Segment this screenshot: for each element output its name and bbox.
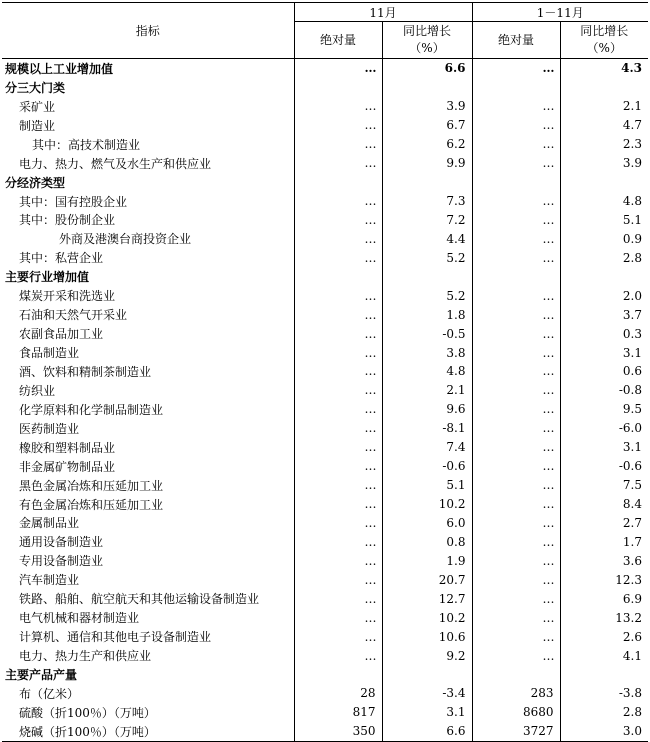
ytd-yoy-cell [560,267,648,286]
ytd-yoy-cell: 12.3 [560,570,648,589]
month-absolute-cell: … [294,476,382,495]
month-absolute-cell: … [294,646,382,665]
ytd-yoy-cell [560,78,648,97]
ytd-header: 1－11月 [472,3,648,22]
table-row [2,419,648,438]
month-absolute-cell: 350 [294,722,382,741]
ytd-absolute-cell: … [472,457,560,476]
row-label: 电气机械和器材制造业 [19,611,140,626]
month-absolute-cell: … [294,627,382,646]
month-yoy-cell: 9.2 [382,646,472,665]
month-yoy-cell: -0.5 [382,324,472,343]
table-row [2,116,648,135]
yoy-label-line2: （%） [586,41,622,55]
month-absolute-cell: … [294,608,382,627]
table-row [2,608,648,627]
ytd-absolute-cell: … [472,343,560,362]
ytd-yoy-cell: 0.6 [560,362,648,381]
ytd-absolute-cell: … [472,211,560,230]
month-yoy-cell: 10.6 [382,627,472,646]
month-yoy-cell: 5.2 [382,248,472,267]
ytd-yoy-cell: 13.2 [560,608,648,627]
ytd-yoy-cell: 1.7 [560,532,648,551]
month-yoy-cell: 5.2 [382,286,472,305]
ytd-yoy-cell: 0.3 [560,324,648,343]
month-yoy-cell: 9.6 [382,400,472,419]
month-absolute-cell: … [294,135,382,154]
table-row [2,192,648,211]
month-yoy-cell: 0.8 [382,532,472,551]
ytd-yoy-cell: -6.0 [560,419,648,438]
month-absolute-cell: … [294,532,382,551]
month-yoy-cell: 6.7 [382,116,472,135]
month-yoy-cell: 10.2 [382,495,472,514]
row-label: 电力、热力、燃气及水生产和供应业 [19,156,212,171]
ytd-yoy-cell: 2.3 [560,135,648,154]
ytd-yoy-cell: 0.9 [560,229,648,248]
ytd-absolute-cell: 8680 [472,703,560,722]
ytd-yoy-cell: -3.8 [560,684,648,703]
month-absolute-cell: … [294,457,382,476]
ytd-yoy-cell: 2.8 [560,703,648,722]
ytd-yoy-cell: 3.1 [560,343,648,362]
month-yoy-cell: 3.9 [382,97,472,116]
row-label: 其中：高技术制造业 [32,137,141,152]
ytd-absolute-cell: … [472,419,560,438]
row-label: 烧碱（折100％）（万吨） [2,722,294,741]
month-absolute-cell: … [294,551,382,570]
month-absolute-cell: … [294,570,382,589]
month-yoy-cell: -8.1 [382,419,472,438]
ytd-yoy-cell: 3.7 [560,305,648,324]
month-absolute-cell: … [294,381,382,400]
ytd-yoy-header [560,22,648,59]
ytd-absolute-cell: … [472,362,560,381]
ytd-absolute-cell: … [472,286,560,305]
table-row [2,722,648,741]
month-absolute-cell: … [294,286,382,305]
row-label: 布（亿米） [19,686,80,701]
month-yoy-cell [382,267,472,286]
row-label: 通用设备制造业 [19,535,104,550]
row-label: 有色金属冶炼和压延加工业 [19,497,164,512]
ytd-absolute-cell: … [472,229,560,248]
row-label: 煤炭开采和洗选业 [19,289,116,304]
row-label: 主要行业增加值 [5,270,90,285]
row-label: 硫酸（折100％）（万吨） [19,705,156,720]
table-row [2,514,648,533]
row-label: 黑色金属冶炼和压延加工业 [19,478,164,493]
ytd-yoy-cell: 3.9 [560,154,648,173]
ytd-absolute-cell: … [472,646,560,665]
table-row [2,59,648,78]
table-row [2,438,648,457]
ytd-absolute-cell [472,173,560,192]
month-yoy-cell: 7.3 [382,192,472,211]
yoy-label-line2: （%） [409,41,445,55]
ytd-absolute-cell: 283 [472,684,560,703]
table-row [2,286,648,305]
month-absolute-cell: … [294,248,382,267]
row-label: 电力、热力生产和供应业 [19,649,152,664]
month-yoy-cell: 6.0 [382,514,472,533]
ytd-absolute-cell [472,665,560,684]
month-absolute-cell: … [294,59,382,78]
table-row [2,324,648,343]
yoy-label-line1: 同比增长 [402,24,451,38]
month-yoy-cell: 6.2 [382,135,472,154]
table-row [2,646,648,665]
row-label: 医药制造业 [19,421,80,436]
ytd-absolute-cell [472,78,560,97]
table-row [2,211,648,230]
industrial-stats-table [2,2,648,742]
row-label: 分三大门类 [5,80,66,95]
month-yoy-cell: 7.4 [382,438,472,457]
ytd-absolute-cell: … [472,438,560,457]
ytd-absolute-cell: … [472,59,560,78]
month-absolute-cell [294,665,382,684]
month-absolute-cell: … [294,419,382,438]
row-label: 外商及港澳台商投资企业 [59,232,192,247]
ytd-yoy-cell: 5.1 [560,211,648,230]
table-row [2,343,648,362]
table-row [2,135,648,154]
month-yoy-cell: 5.1 [382,476,472,495]
table-row [2,381,648,400]
month-yoy-cell: 6.6 [382,722,472,741]
month-absolute-cell [294,267,382,286]
ytd-absolute-cell: … [472,608,560,627]
month-absolute-cell: … [294,495,382,514]
ytd-yoy-cell: 9.5 [560,400,648,419]
row-label: 橡胶和塑料制品业 [19,440,116,455]
row-label: 采矿业 [19,99,56,114]
ytd-absolute-cell: … [472,627,560,646]
ytd-absolute-header: 绝对量 [472,22,560,59]
ytd-yoy-cell: 2.7 [560,514,648,533]
ytd-absolute-cell: … [472,551,560,570]
table-row [2,627,648,646]
month-yoy-cell: 20.7 [382,570,472,589]
month-yoy-cell: 12.7 [382,589,472,608]
month-yoy-cell: 4.8 [382,362,472,381]
month-absolute-cell: … [294,343,382,362]
month-yoy-cell: 3.1 [382,703,472,722]
row-label: 计算机、通信和其他电子设备制造业 [19,630,212,645]
month-absolute-cell [294,78,382,97]
table-row [2,551,648,570]
ytd-absolute-cell: … [472,400,560,419]
ytd-absolute-cell: … [472,97,560,116]
ytd-yoy-cell: -0.6 [560,457,648,476]
month-absolute-cell: … [294,362,382,381]
table-row [2,400,648,419]
month-header: 11月 [294,3,472,22]
row-label: 铁路、船舶、航空航天和其他运输设备制造业 [19,592,260,607]
month-yoy-cell: 9.9 [382,154,472,173]
month-absolute-cell: … [294,97,382,116]
table-row [2,532,648,551]
row-label: 化学原料和化学制品制造业 [19,402,164,417]
ytd-yoy-cell: 2.6 [560,627,648,646]
ytd-absolute-cell: … [472,495,560,514]
ytd-yoy-cell: 2.0 [560,286,648,305]
table-header [2,3,648,59]
table-row [2,495,648,514]
month-absolute-cell: … [294,589,382,608]
table-row [2,457,648,476]
section-row [2,173,648,192]
ytd-yoy-cell: 2.8 [560,248,648,267]
section-row [2,267,648,286]
row-label: 专用设备制造业 [19,554,104,569]
month-absolute-cell: … [294,438,382,457]
row-label: 非金属矿物制品业 [19,459,116,474]
month-absolute-cell: 817 [294,703,382,722]
table-body [2,59,648,742]
row-label: 分经济类型 [5,175,66,190]
month-absolute-cell: … [294,192,382,211]
row-label: 纺织业 [19,383,56,398]
table-row [2,154,648,173]
ytd-yoy-cell: 3.6 [560,551,648,570]
table-row [2,476,648,495]
table-row [2,362,648,381]
month-absolute-cell: … [294,211,382,230]
table-row [2,97,648,116]
ytd-yoy-cell: 4.7 [560,116,648,135]
ytd-yoy-cell: 4.3 [560,59,648,78]
month-yoy-cell: 1.9 [382,551,472,570]
month-absolute-header: 绝对量 [294,22,382,59]
row-label: 其中：国有控股企业 [19,194,128,209]
ytd-absolute-cell: … [472,532,560,551]
ytd-absolute-cell: … [472,324,560,343]
row-label: 酒、饮料和精制茶制造业 [19,364,152,379]
ytd-yoy-cell: 6.9 [560,589,648,608]
month-yoy-cell: 7.2 [382,211,472,230]
ytd-absolute-cell: 3727 [472,722,560,741]
row-label: 食品制造业 [19,346,80,361]
month-yoy-cell: -0.6 [382,457,472,476]
month-yoy-cell [382,173,472,192]
month-absolute-cell [294,173,382,192]
row-label: 金属制品业 [19,516,80,531]
row-label: 主要产品产量 [5,667,78,682]
ytd-absolute-cell: … [472,305,560,324]
month-yoy-cell: 2.1 [382,381,472,400]
indicator-header: 指标 [2,3,294,59]
month-yoy-cell: -3.4 [382,684,472,703]
table-row [2,570,648,589]
row-label: 汽车制造业 [19,573,80,588]
ytd-yoy-cell [560,173,648,192]
ytd-absolute-cell: … [472,135,560,154]
month-yoy-cell: 4.4 [382,229,472,248]
table-row [2,684,648,703]
ytd-yoy-cell: 7.5 [560,476,648,495]
table-row [2,589,648,608]
section-row [2,78,648,97]
row-label: 其中：私营企业 [19,251,104,266]
ytd-absolute-cell: … [472,381,560,400]
row-label: 石油和天然气开采业 [19,308,128,323]
month-yoy-cell [382,78,472,97]
ytd-yoy-cell: 8.4 [560,495,648,514]
month-absolute-cell: … [294,116,382,135]
table-row [2,703,648,722]
month-absolute-cell: … [294,305,382,324]
month-absolute-cell: … [294,229,382,248]
ytd-yoy-cell [560,665,648,684]
table-row [2,248,648,267]
month-absolute-cell: … [294,154,382,173]
section-row [2,665,648,684]
ytd-yoy-cell: 2.1 [560,97,648,116]
ytd-absolute-cell: … [472,476,560,495]
table-row [2,305,648,324]
ytd-absolute-cell [472,267,560,286]
yoy-label-line1: 同比增长 [580,24,629,38]
ytd-absolute-cell: … [472,514,560,533]
month-yoy-cell [382,665,472,684]
ytd-yoy-cell: 4.8 [560,192,648,211]
month-absolute-cell: … [294,514,382,533]
month-yoy-cell: 3.8 [382,343,472,362]
month-absolute-cell: … [294,324,382,343]
row-label: 其中：股份制企业 [19,213,116,228]
month-yoy-header [382,22,472,59]
month-absolute-cell: 28 [294,684,382,703]
ytd-yoy-cell: -0.8 [560,381,648,400]
ytd-absolute-cell: … [472,248,560,267]
row-label: 规模以上工业增加值 [5,61,114,76]
month-yoy-cell: 6.6 [382,59,472,78]
ytd-absolute-cell: … [472,116,560,135]
row-label: 农副食品加工业 [19,327,104,342]
table-row [2,229,648,248]
ytd-absolute-cell: … [472,154,560,173]
ytd-yoy-cell: 4.1 [560,646,648,665]
ytd-absolute-cell: … [472,570,560,589]
row-label: 制造业 [19,118,56,133]
ytd-absolute-cell: … [472,589,560,608]
month-absolute-cell: … [294,400,382,419]
ytd-absolute-cell: … [472,192,560,211]
month-yoy-cell: 10.2 [382,608,472,627]
month-yoy-cell: 1.8 [382,305,472,324]
ytd-yoy-cell: 3.1 [560,438,648,457]
ytd-yoy-cell: 3.0 [560,722,648,741]
